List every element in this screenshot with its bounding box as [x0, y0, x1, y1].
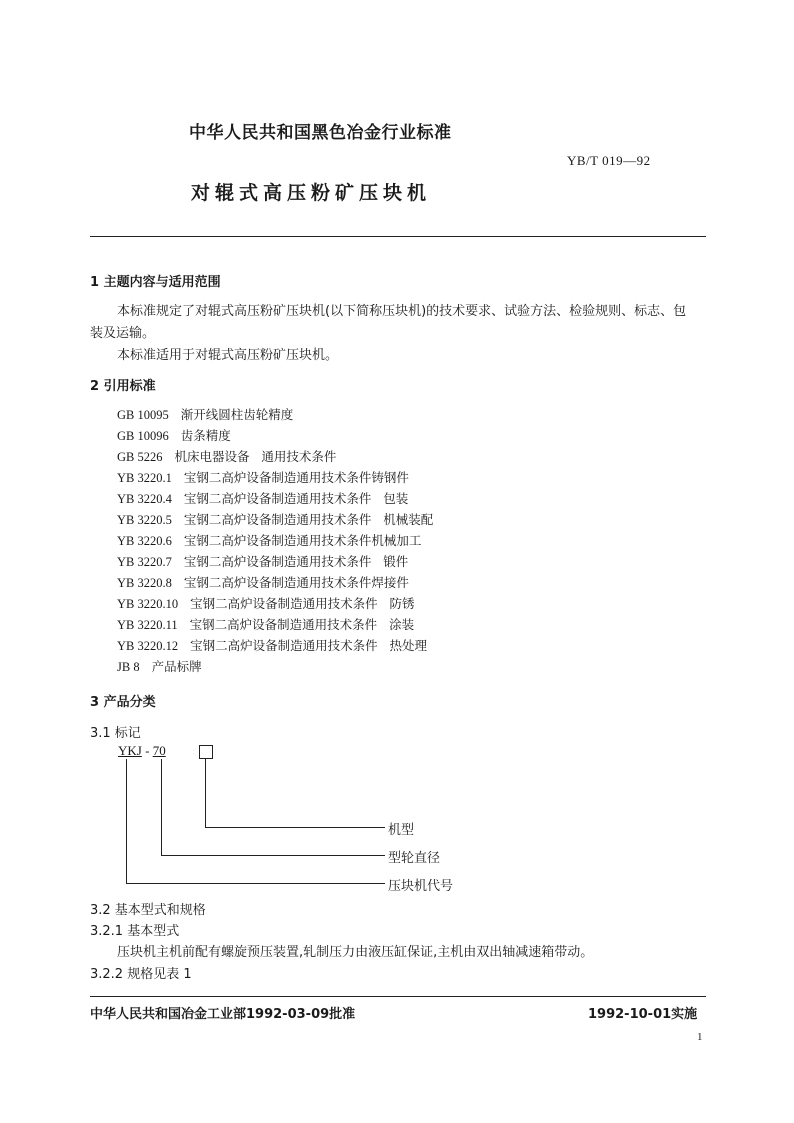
roller-leader-vertical	[161, 759, 162, 856]
section-3-2-1-heading: 3.2.1 基本型式	[90, 924, 180, 939]
reference-title: 宝钢二高炉设备制造通用技术条件 锻件	[183, 554, 409, 569]
reference-title: 产品标牌	[151, 659, 202, 674]
label-model: 机型	[388, 823, 415, 838]
reference-item	[117, 552, 408, 570]
model-leader-horizontal	[205, 827, 385, 828]
code-leader-vertical	[126, 759, 127, 884]
marking-part-ykj: YKJ	[118, 743, 142, 758]
reference-item	[117, 531, 421, 549]
section-1-para-1-line-2: 装及运输。	[90, 326, 156, 341]
reference-item	[117, 468, 409, 486]
reference-code: YB 3220.4	[117, 492, 172, 506]
reference-title: 宝钢二高炉设备制造通用技术条件铸钢件	[183, 470, 409, 485]
marking-code	[118, 743, 166, 759]
section-1-para-1-line-1: 本标准规定了对辊式高压粉矿压块机(以下简称压块机)的技术要求、试验方法、检验规则、标志、包	[117, 304, 687, 319]
reference-item	[117, 573, 409, 591]
reference-code: GB 10095	[117, 408, 169, 422]
approval-note: 中华人民共和国冶金工业部1992-03-09批准	[90, 1007, 356, 1022]
model-placeholder-box	[199, 745, 213, 759]
reference-title: 齿条精度	[180, 428, 231, 443]
reference-item	[117, 426, 231, 444]
footer-divider	[90, 996, 706, 997]
reference-code: JB 8	[117, 660, 140, 674]
reference-item	[117, 447, 336, 465]
section-3-heading: 3 产品分类	[90, 695, 156, 710]
reference-code: YB 3220.12	[117, 639, 179, 653]
code-leader-horizontal	[126, 883, 385, 884]
marking-separator: -	[141, 743, 153, 758]
reference-item	[117, 615, 414, 633]
reference-title: 宝钢二高炉设备制造通用技术条件 涂装	[189, 617, 415, 632]
reference-title: 机床电器设备 通用技术条件	[174, 449, 337, 464]
section-3-1-heading: 3.1 标记	[90, 726, 141, 741]
reference-item	[117, 405, 293, 423]
reference-title: 宝钢二高炉设备制造通用技术条件焊接件	[183, 575, 409, 590]
reference-title: 宝钢二高炉设备制造通用技术条件 热处理	[190, 638, 428, 653]
reference-code: YB 3220.11	[117, 618, 178, 632]
reference-code: YB 3220.1	[117, 471, 172, 485]
reference-code: GB 10096	[117, 429, 169, 443]
reference-code: YB 3220.7	[117, 555, 172, 569]
reference-title: 宝钢二高炉设备制造通用技术条件 机械装配	[183, 512, 434, 527]
label-roller-diameter: 型轮直径	[388, 851, 441, 866]
document-title: 对辊式高压粉矿压块机	[191, 182, 432, 204]
reference-code: GB 5226	[117, 450, 163, 464]
section-3-2-2-heading: 3.2.2 规格见表 1	[90, 967, 192, 982]
reference-code: YB 3220.10	[117, 597, 179, 611]
reference-code: YB 3220.8	[117, 576, 172, 590]
reference-code: YB 3220.6	[117, 534, 172, 548]
reference-item	[117, 489, 408, 507]
label-machine-code: 压块机代号	[388, 879, 454, 894]
reference-title: 宝钢二高炉设备制造通用技术条件 包装	[183, 491, 409, 506]
reference-item	[117, 510, 433, 528]
effective-date: 1992-10-01实施	[588, 1007, 698, 1022]
issuing-organization: 中华人民共和国黑色冶金行业标准	[189, 123, 452, 143]
reference-item	[117, 594, 415, 612]
reference-item	[117, 657, 202, 675]
section-2-heading: 2 引用标准	[90, 379, 156, 394]
page-number: 1	[697, 1031, 703, 1043]
reference-item	[117, 636, 427, 654]
section-3-2-1-text: 压块机主机前配有螺旋预压装置,轧制压力由液压缸保证,主机由双出轴减速箱带动。	[117, 945, 594, 960]
section-3-2-heading: 3.2 基本型式和规格	[90, 903, 206, 918]
standard-code: YB/T 019—92	[567, 153, 651, 168]
roller-leader-horizontal	[161, 855, 385, 856]
section-1-para-2: 本标准适用于对辊式高压粉矿压块机。	[117, 348, 339, 363]
header-divider	[90, 236, 706, 237]
section-1-heading: 1 主题内容与适用范围	[90, 275, 221, 290]
reference-code: YB 3220.5	[117, 513, 172, 527]
marking-part-70: 70	[152, 743, 166, 758]
reference-title: 渐开线圆柱齿轮精度	[180, 407, 294, 422]
reference-title: 宝钢二高炉设备制造通用技术条件 防锈	[190, 596, 415, 611]
reference-title: 宝钢二高炉设备制造通用技术条件机械加工	[183, 533, 422, 548]
model-leader-vertical	[205, 759, 206, 828]
